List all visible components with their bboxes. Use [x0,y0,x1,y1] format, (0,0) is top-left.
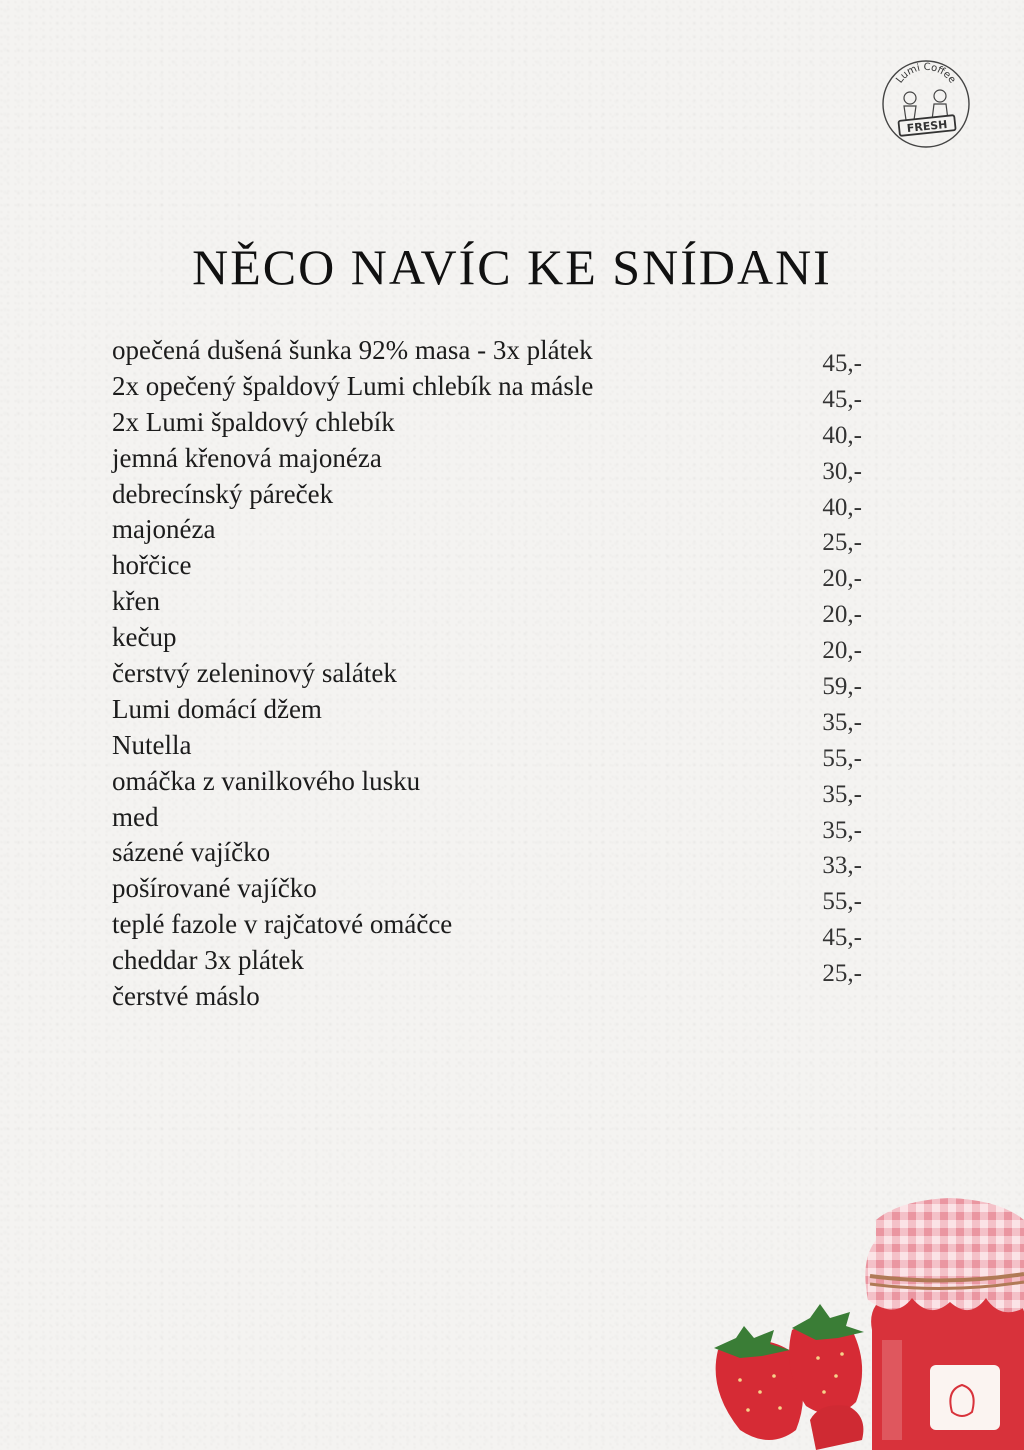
menu-item-price: 25,- [822,960,862,988]
menu-item [112,906,872,952]
logo-badge-text: FRESH [906,117,949,136]
menu-item-name: Lumi domácí džem [112,693,322,724]
menu-item-price: 20,- [822,565,862,593]
logo-brand-text: Lumi Coffee [894,61,958,86]
menu-item-name: čerstvý zeleninový salátek [112,658,397,689]
menu-item-name: čerstvé máslo [112,981,260,1012]
menu-item-name: omáčka z vanilkového lusku [112,765,421,796]
menu-item [112,404,872,449]
menu-item-name: teplé fazole v rajčatové omáčce [112,909,453,940]
menu-item [112,799,872,844]
page-title: NĚCO NAVÍC KE SNÍDANI [192,239,832,295]
menu-item [112,834,872,880]
menu-item [112,727,872,772]
menu-item-price: 59,- [822,673,862,701]
menu-item-price: 35,- [822,780,862,808]
menu-item-name: křen [112,586,160,617]
menu-item [112,942,872,988]
menu-item [112,440,872,485]
menu-item-price: 40,- [822,493,862,521]
menu-item-name: pošírované vajíčko [112,873,317,904]
menu-item [112,978,872,1014]
menu-item-name: 2x opečený špaldový Lumi chlebík na másle [112,370,594,401]
menu-item-price: 55,- [822,744,862,772]
menu-item-price: 55,- [822,888,862,916]
menu-item-name: sázené vajíčko [112,837,271,868]
menu-item-name: 2x Lumi špaldový chlebík [112,406,395,437]
menu-item [112,368,872,413]
menu-item-price: 25,- [822,529,862,557]
menu-item [112,476,872,521]
lumi-coffee-logo-icon [880,58,972,150]
menu-item-price: 40,- [822,421,862,449]
menu-item-price: 35,- [822,708,862,736]
menu-item-name: debrecínský páreček [112,478,334,509]
svg-text:Lumi Coffee [894,62,957,86]
menu-item [112,583,872,629]
menu-item-price: 45,- [822,385,862,413]
menu-item-name: kečup [112,622,177,653]
menu-item [112,511,872,557]
menu-item-name: jemná křenová majonéza [112,442,382,473]
menu-item-name: opečená dušená šunka 92% masa - 3x plátek [112,335,593,365]
menu-item [112,619,872,665]
menu-item-price: 20,- [822,637,862,665]
menu-item-price: 33,- [822,852,862,880]
menu-item-name: cheddar 3x plátek [112,945,304,976]
menu-item-price: 45,- [822,924,862,952]
menu-item-price: 20,- [822,601,862,629]
menu-item [112,655,872,701]
menu-item-name: med [112,801,159,832]
menu-item [112,763,872,808]
menu-item-price: 45,- [822,350,862,377]
menu-item [112,870,872,916]
menu-item [112,1014,872,1050]
strawberry-jam-jar-icon [700,1180,1024,1450]
menu-item-name: majonéza [112,514,216,545]
menu-item-price: 35,- [822,816,862,844]
menu-item [112,691,872,736]
menu-item [112,547,872,593]
menu-item-price: 30,- [822,457,862,485]
menu-list [112,332,872,1050]
menu-item [112,332,872,377]
menu-item-name: hořčice [112,550,192,581]
menu-item-name: Nutella [112,729,192,760]
